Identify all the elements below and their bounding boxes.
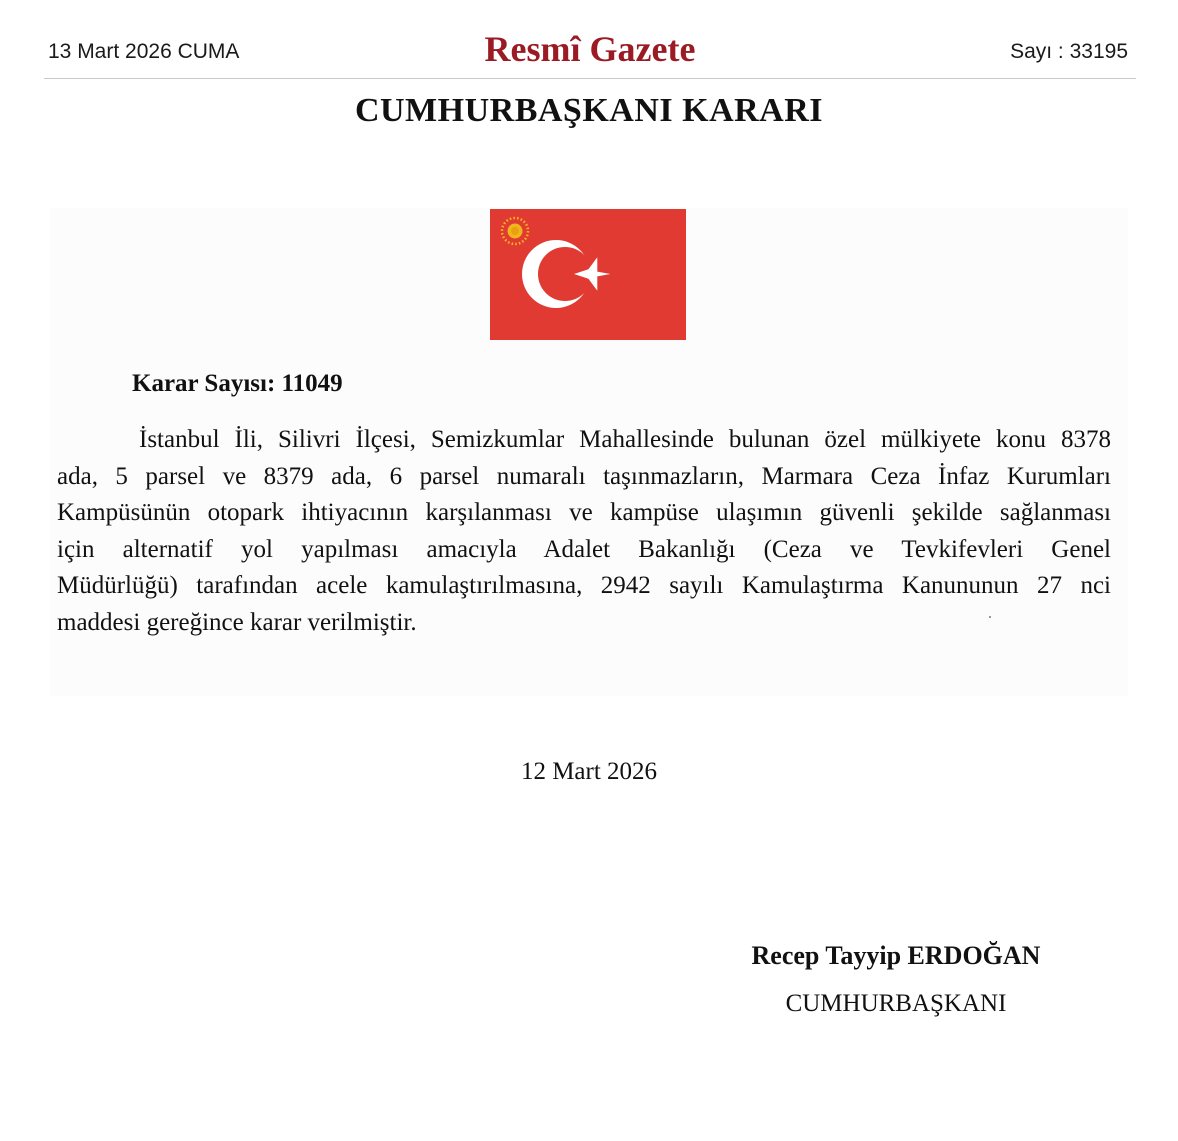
signature-date: 12 Mart 2026 <box>520 758 658 785</box>
decision-number: Karar Sayısı: 11049 <box>132 370 343 397</box>
decision-text-line: Müdürlüğü) tarafından acele kamulaştırılmasına, 2942 sayılı Kamulaştırma Kanununun 27 nci <box>57 572 1111 599</box>
signer-title: CUMHURBAŞKANI <box>785 990 1007 1017</box>
decision-text-line: için alternatif yol yapılması amacıyla Adalet Bakanlığı (Ceza ve Tevkifevleri Genel <box>57 535 1111 563</box>
publication-date: 13 Mart 2026 CUMA <box>48 40 240 63</box>
document-title: CUMHURBAŞKANI KARARI <box>354 92 824 129</box>
gazette-masthead: Resmî Gazete <box>484 29 696 69</box>
issue-number: Sayı : 33195 <box>1010 40 1128 63</box>
decision-text-line: Kampüsünün otopark ihtiyacının karşılanması ve kampüse ulaşımın güvenli şekilde sağlanması <box>57 499 1111 526</box>
signer-name: Recep Tayyip ERDOĞAN <box>751 941 1041 970</box>
decision-text-line: maddesi gereğince karar verilmiştir. <box>57 608 417 636</box>
decision-text <box>57 422 1111 641</box>
gazette-header <box>44 28 1136 79</box>
scan-speck <box>989 616 991 618</box>
decision-text-line: İstanbul İli, Silivri İlçesi, Semizkumlar Mahallesinde bulunan özel mülkiyete konu 8378 <box>139 426 1111 453</box>
turkish-flag-icon <box>490 209 686 340</box>
decision-text-line: ada, 5 parsel ve 8379 ada, 6 parsel numaralı taşınmazların, Marmara Ceza İnfaz Kurumları <box>57 462 1111 490</box>
